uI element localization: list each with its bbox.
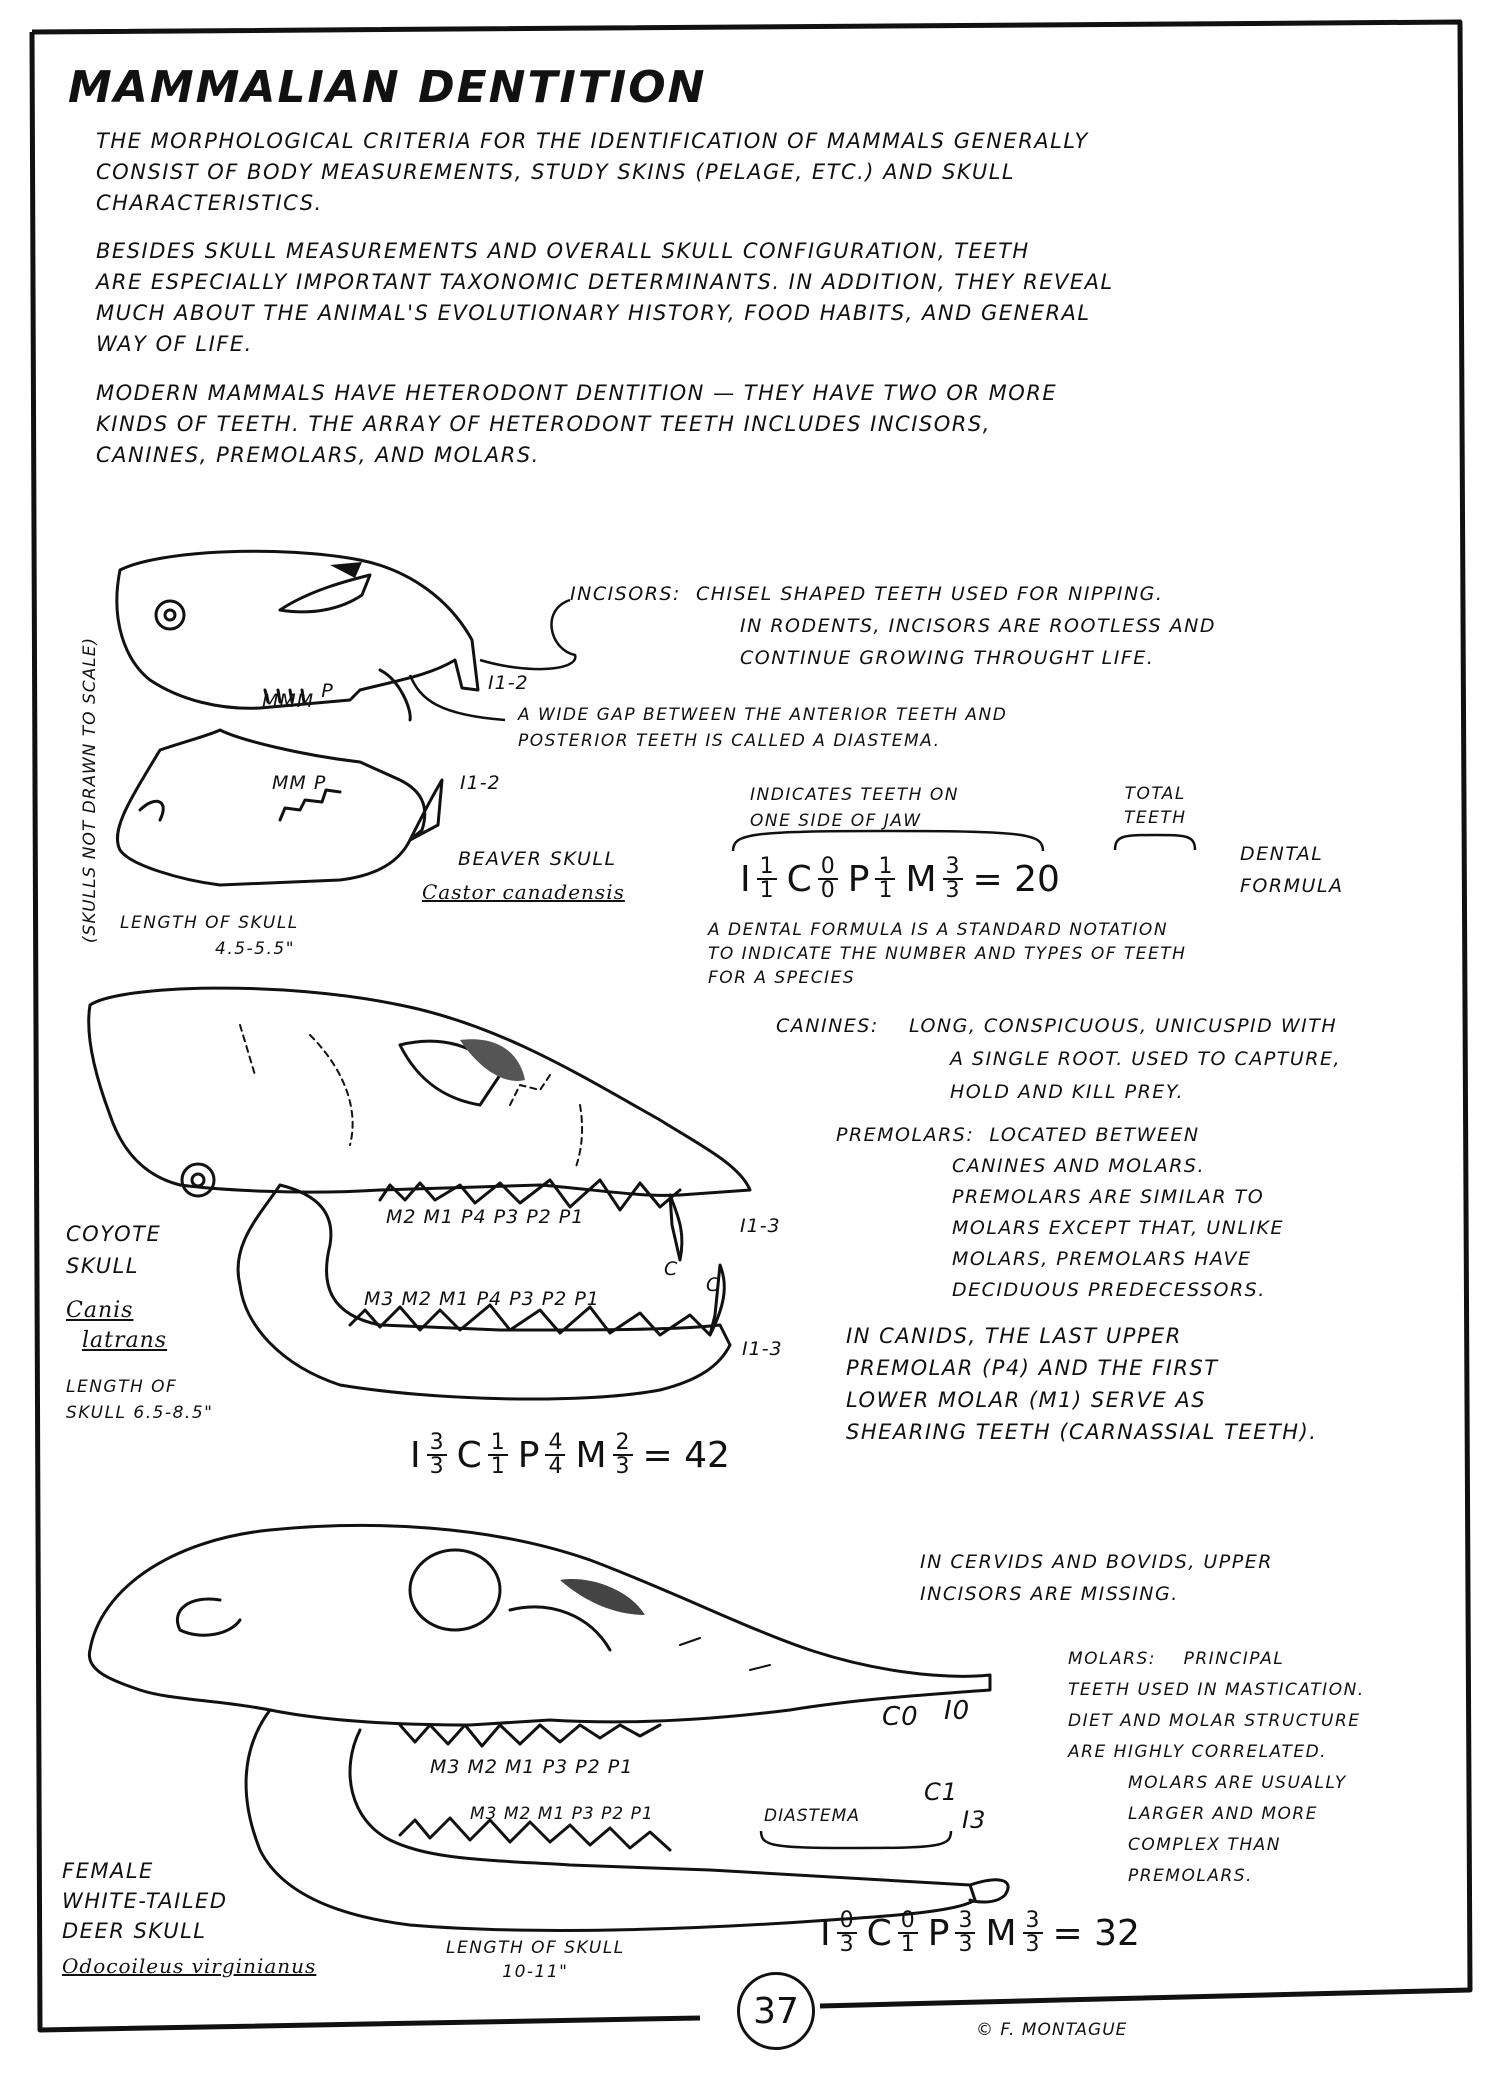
coyote-skull-length: LENGTH OF SKULL 6.5-8.5" xyxy=(66,1377,214,1423)
total-bracket xyxy=(1110,830,1200,854)
diastema-note: A WIDE GAP BETWEEN THE ANTERIOR TEETH AND POSTERIOR TEETH IS CALLED A DIASTEMA. xyxy=(518,705,1008,751)
coyote-species: Canis latrans xyxy=(66,1298,168,1353)
cervids-note: IN CERVIDS AND BOVIDS, UPPER INCISORS ARE MISSING. xyxy=(920,1551,1273,1605)
coyote-lower-teeth-labels: M3 M2 M1 P4 P3 P2 P1 xyxy=(364,1288,600,1310)
coyote-upper-teeth-labels: M2 M1 P4 P3 P2 P1 xyxy=(386,1206,585,1228)
beaver-skull-length: LENGTH OF SKULL 4.5-5.5" xyxy=(120,913,299,959)
intro-paragraph-2: BESIDES SKULL MEASUREMENTS AND OVERALL SKULL CONFIGURATION, TEETH ARE ESPECIALLY IMPORTANT TAXONOMIC DETERMINANTS. IN ADDITION, THEY REVEAL MUCH ABOUT THE ANIMAL'S EVOLUTIONARY HISTORY, FOOD HABITS, AND GENERAL WAY OF LIFE. xyxy=(96,239,1114,356)
deer-lower-incisor-label: I3 xyxy=(962,1806,987,1834)
intro-paragraph-1: THE MORPHOLOGICAL CRITERIA FOR THE IDENTIFICATION OF MAMMALS GENERALLY CONSIST OF BODY MEASUREMENTS, STUDY SKINS (PELAGE, ETC.) AND SKULL CHARACTERISTICS. xyxy=(96,129,1089,215)
deer-upper-incisor-label: I0 xyxy=(944,1696,971,1726)
deer-name: FEMALE WHITE-TAILED DEER SKULL xyxy=(62,1859,228,1943)
dental-formula-label: DENTAL FORMULA xyxy=(1240,843,1344,897)
deer-species: Odocoileus virginianus xyxy=(62,1954,317,1978)
jaw-bracket xyxy=(728,826,1058,856)
coyote-lower-canine-label: C xyxy=(706,1274,721,1296)
diastema-label: DIASTEMA xyxy=(764,1806,860,1826)
coyote-name: COYOTE SKULL xyxy=(66,1222,162,1278)
page-title: MAMMALIAN DENTITION xyxy=(68,62,707,113)
deer-lower-canine-label: C1 xyxy=(924,1778,959,1806)
deer-dental-formula: I $\frac{0}{3}$ C $\frac{0}{1}$ P $\frac{3}{3}$ M $\frac{3}{3}$ = 32 xyxy=(820,1908,1140,1957)
beaver-lower-incisor-label: I1-2 xyxy=(460,772,501,794)
beaver-upper-incisor-label: I1-2 xyxy=(488,672,529,694)
canines-note: CANINES: LONG, CONSPICUOUS, UNICUSPID WITH A SINGLE ROOT. USED TO CAPTURE, HOLD AND KILL PREY. xyxy=(776,1015,1342,1103)
premolars-note: PREMOLARS: LOCATED BETWEEN CANINES AND MOLARS. PREMOLARS ARE SIMILAR TO MOLARS EXCEPT THAT, UNLIKE MOLARS, PREMOLARS HAVE DECIDUOUS PREDECESSORS. xyxy=(836,1124,1285,1301)
total-teeth-note: TOTAL TEETH xyxy=(1124,784,1187,828)
page-number: 37 xyxy=(737,1972,815,2050)
incisors-note: INCISORS: CHISEL SHAPED TEETH USED FOR NIPPING. IN RODENTS, INCISORS ARE ROOTLESS AND CONTINUE GROWING THROUGHT LIFE. xyxy=(570,583,1216,669)
carnassial-note: IN CANIDS, THE LAST UPPER PREMOLAR (P4) AND THE FIRST LOWER MOLAR (M1) SERVE AS SHEARING TEETH (CARNASSIAL TEETH). xyxy=(846,1324,1318,1444)
beaver-lower-teeth-label: MM P xyxy=(272,772,327,794)
deer-skull-length: LENGTH OF SKULL 10-11" xyxy=(446,1938,625,1982)
deer-upper-canine-label: C0 xyxy=(882,1702,919,1732)
dental-formula-definition: A DENTAL FORMULA IS A STANDARD NOTATION TO INDICATE THE NUMBER AND TYPES OF TEETH FOR A SPECIES xyxy=(708,920,1187,988)
molars-note: MOLARS: PRINCIPAL TEETH USED IN MASTICATION. DIET AND MOLAR STRUCTURE ARE HIGHLY CORRELATED. MOLARS ARE USUALLY LARGER AND MORE COMPLEX THAN PREMOLARS. xyxy=(1068,1649,1365,1886)
coyote-upper-canine-label: C xyxy=(664,1258,679,1280)
diastema-bracket xyxy=(756,1826,956,1856)
intro-paragraph-3: MODERN MAMMALS HAVE HETERODONT DENTITION — THEY HAVE TWO OR MORE KINDS OF TEETH. THE ARRAY OF HETERODONT TEETH INCLUDES INCISORS, CANINES, PREMOLARS, AND MOLARS. xyxy=(96,381,1058,467)
coyote-lower-incisor-label: I1-3 xyxy=(742,1338,783,1360)
jaw-side-note: INDICATES TEETH ON ONE SIDE OF JAW xyxy=(750,785,959,831)
beaver-upper-teeth-label: MMM P xyxy=(262,680,334,712)
coyote-dental-formula: I $\frac{3}{3}$ C $\frac{1}{1}$ P $\frac{4}{4}$ M $\frac{2}{3}$ = 42 xyxy=(410,1430,730,1479)
deer-upper-teeth-labels: M3 M2 M1 P3 P2 P1 xyxy=(430,1756,634,1778)
deer-lower-teeth-labels: M3 M2 M1 P3 P2 P1 xyxy=(470,1804,654,1824)
beaver-dental-formula: I $\frac{1}{1}$ C $\frac{0}{0}$ P $\frac{1}{1}$ M $\frac{3}{3}$ = 20 xyxy=(740,854,1060,903)
author-credit: © F. MONTAGUE xyxy=(976,2020,1128,2040)
coyote-upper-incisor-label: I1-3 xyxy=(740,1215,781,1237)
beaver-species: Castor canadensis xyxy=(422,880,625,904)
scale-note: (SKULLS NOT DRAWN TO SCALE) xyxy=(80,636,100,944)
beaver-name: BEAVER SKULL xyxy=(458,848,617,870)
diastema-leader-line xyxy=(400,670,510,730)
coyote-skull-drawing xyxy=(80,985,800,1425)
